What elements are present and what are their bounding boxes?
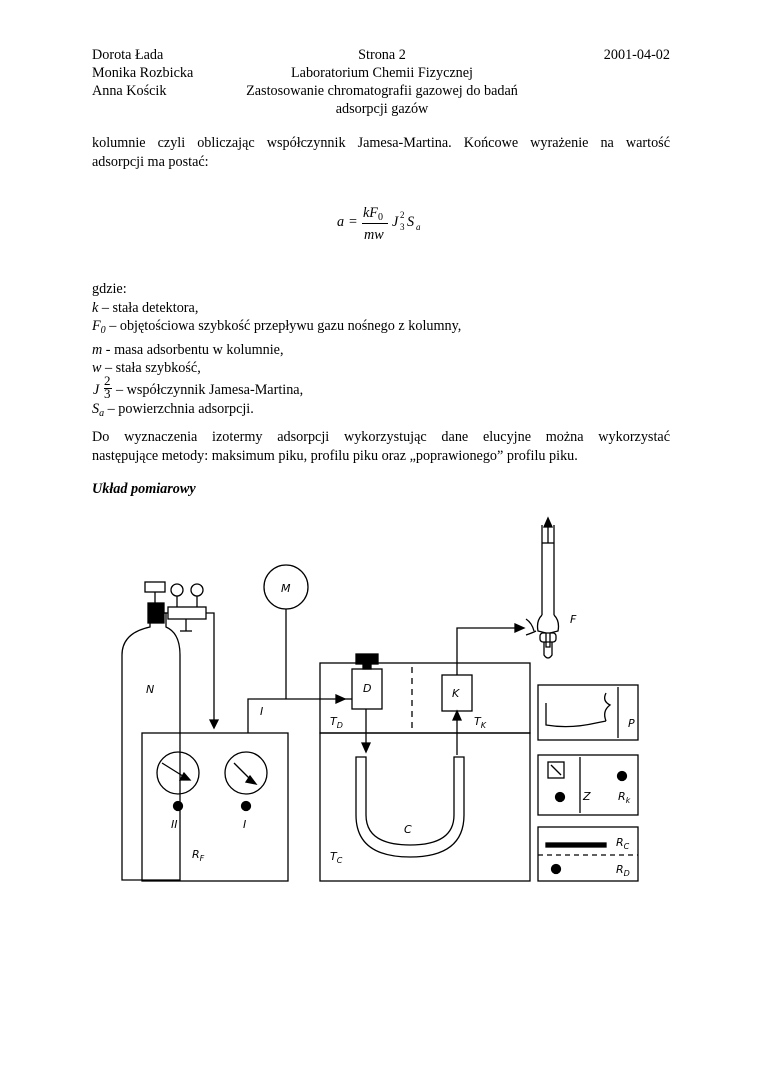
definition-sa-text: – powierzchnia adsorpcji. [104, 400, 254, 417]
label-rd: $R_D$ [616, 863, 630, 878]
pipe-to-controller [206, 613, 214, 727]
power-supply-z [538, 755, 638, 815]
intro-paragraph [92, 134, 670, 172]
label-tc: $T_C$ [330, 850, 343, 865]
page-number: Strona 2 [358, 47, 406, 63]
formula-fraction-bar [362, 223, 388, 224]
regulator-box [145, 582, 165, 592]
controller-bar [546, 843, 606, 847]
label-td: $T_D$ [330, 715, 343, 730]
section-heading: Układ pomiarowy [92, 481, 196, 497]
arrow-to-column [362, 743, 370, 752]
doc-title-line-2: adsorpcji gazów [335, 101, 429, 117]
arrow-down-controller [210, 720, 218, 728]
methods-line-2: następujące metody: maksimum piku, profilu piku oraz „poprawionego” profilu piku. [92, 448, 578, 464]
gas-cylinder [122, 613, 180, 880]
symbol-s: S [92, 400, 100, 417]
label-d: D [363, 682, 372, 695]
rk-knob [618, 772, 627, 781]
flowmeter-hose-1 [526, 619, 534, 631]
symbol-m: m [92, 341, 103, 358]
author-2: Monika Rozbicka [92, 65, 194, 81]
label-k: K [452, 687, 460, 700]
intro-line-1: kolumnie czyli obliczając współczynnik Jamesa-Martina. Końcowe wyrażenie na wartość [92, 135, 670, 151]
definition-k [92, 299, 670, 318]
formula-j-sub: 3 [400, 222, 405, 232]
recorder-trace [605, 693, 610, 721]
label-rf: $R_F$ [192, 848, 205, 863]
controller-knob-1 [242, 802, 251, 811]
label-tk: $T_K$ [474, 715, 486, 730]
doc-title-line-1: Zastosowanie chromatografii gazowej do badań [246, 83, 518, 99]
definitions-list [92, 280, 670, 423]
symbol-w: w [92, 360, 102, 376]
label-i-gauge: I [243, 818, 247, 831]
definition-w [92, 359, 670, 378]
recorder-p [538, 685, 638, 740]
symbol-f: F [92, 318, 101, 334]
author-1: Dorota Łada [92, 47, 164, 63]
formula-numerator [363, 205, 383, 223]
label-p: P [628, 717, 635, 730]
label-n: N [146, 683, 155, 696]
methods-line-1: Do wyznaczenia izotermy adsorpcji wykorzystując dane elucyjne można wykorzystać [92, 429, 670, 445]
valve-block [148, 603, 164, 623]
flowmeter-hose-2 [526, 631, 536, 635]
formula-j-sup: 2 [400, 210, 405, 220]
authors [92, 46, 193, 100]
symbol-j-bottom: 3 [104, 385, 111, 401]
symbol-s-sub: a [99, 407, 105, 419]
label-z: Z [583, 790, 591, 803]
definition-sa [92, 400, 670, 424]
controller-knob-2 [174, 802, 183, 811]
definition-f0-text: – objętościowa szybkość przepływu gazu nośnego z kolumny, [105, 318, 462, 334]
recorder-paper [546, 703, 606, 727]
definition-f0 [92, 317, 670, 341]
reducer-body [168, 607, 206, 619]
symbol-j-bar [104, 388, 112, 389]
controller-dial-1 [225, 752, 267, 794]
definitions-intro: gdzie: [92, 281, 127, 297]
flowmeter-arrow-up [544, 518, 552, 527]
flowmeter-bulb-neck [540, 633, 556, 642]
formula-kf: kF [363, 205, 378, 221]
formula-denominator: mw [364, 227, 384, 243]
label-m: M [281, 582, 291, 595]
definition-j-text: – współczynnik Jamesa-Martina, [116, 381, 304, 398]
formula-equals: = [349, 214, 358, 230]
flow-controller-box [142, 733, 288, 881]
detector-cap [356, 654, 378, 664]
symbol-j-top: 2 [104, 372, 111, 388]
formula-lhs: a [337, 214, 345, 230]
label-ii: II [171, 818, 178, 831]
meter-needle [551, 765, 561, 775]
adsorption-formula [337, 202, 457, 252]
page-header [92, 46, 670, 126]
formula-f-sub: 0 [377, 212, 383, 223]
flowmeter-tip [544, 642, 552, 658]
definition-w-text: – stała szybkość, [101, 360, 201, 376]
arrow-to-detector [336, 695, 345, 703]
measurement-setup-diagram [100, 515, 680, 885]
arrow-to-k [453, 711, 461, 720]
formula-s-sub: a [416, 222, 421, 232]
methods-paragraph [92, 428, 670, 466]
lab-name: Laboratorium Chemii Fizycznej [290, 65, 474, 81]
dial-2-needle-tip [180, 773, 190, 780]
formula-s: S [407, 214, 415, 230]
definition-m [92, 341, 670, 360]
symbol-f-sub: 0 [100, 325, 106, 336]
label-line-i: I [260, 705, 264, 718]
label-f: F [570, 613, 577, 626]
formula-j: J [392, 214, 399, 230]
definition-j [92, 372, 670, 401]
detector-neck [363, 664, 371, 669]
header-date: 2001-04-02 [603, 47, 670, 63]
label-rk: $R_k$ [618, 790, 631, 805]
label-c: C [404, 823, 412, 836]
header-center [212, 46, 552, 118]
author-3: Anna Kościk [92, 83, 167, 99]
thermostat-lower [320, 733, 530, 881]
u-column [356, 757, 464, 857]
definition-m-text: - masa adsorbentu w kolumnie, [102, 341, 284, 358]
arrow-to-flowmeter [515, 624, 524, 632]
pressure-gauge-1 [171, 584, 183, 596]
k-to-flowmeter-line [457, 628, 523, 675]
symbol-j: J [93, 381, 100, 398]
rd-knob [552, 865, 561, 874]
label-rc: $R_C$ [616, 836, 630, 851]
intro-line-2: adsorpcji ma postać: [92, 154, 209, 170]
pressure-gauge-2 [191, 584, 203, 596]
power-supply-knob [556, 793, 565, 802]
symbol-k: k [92, 299, 99, 316]
definition-k-text: – stała detektora, [98, 299, 199, 316]
